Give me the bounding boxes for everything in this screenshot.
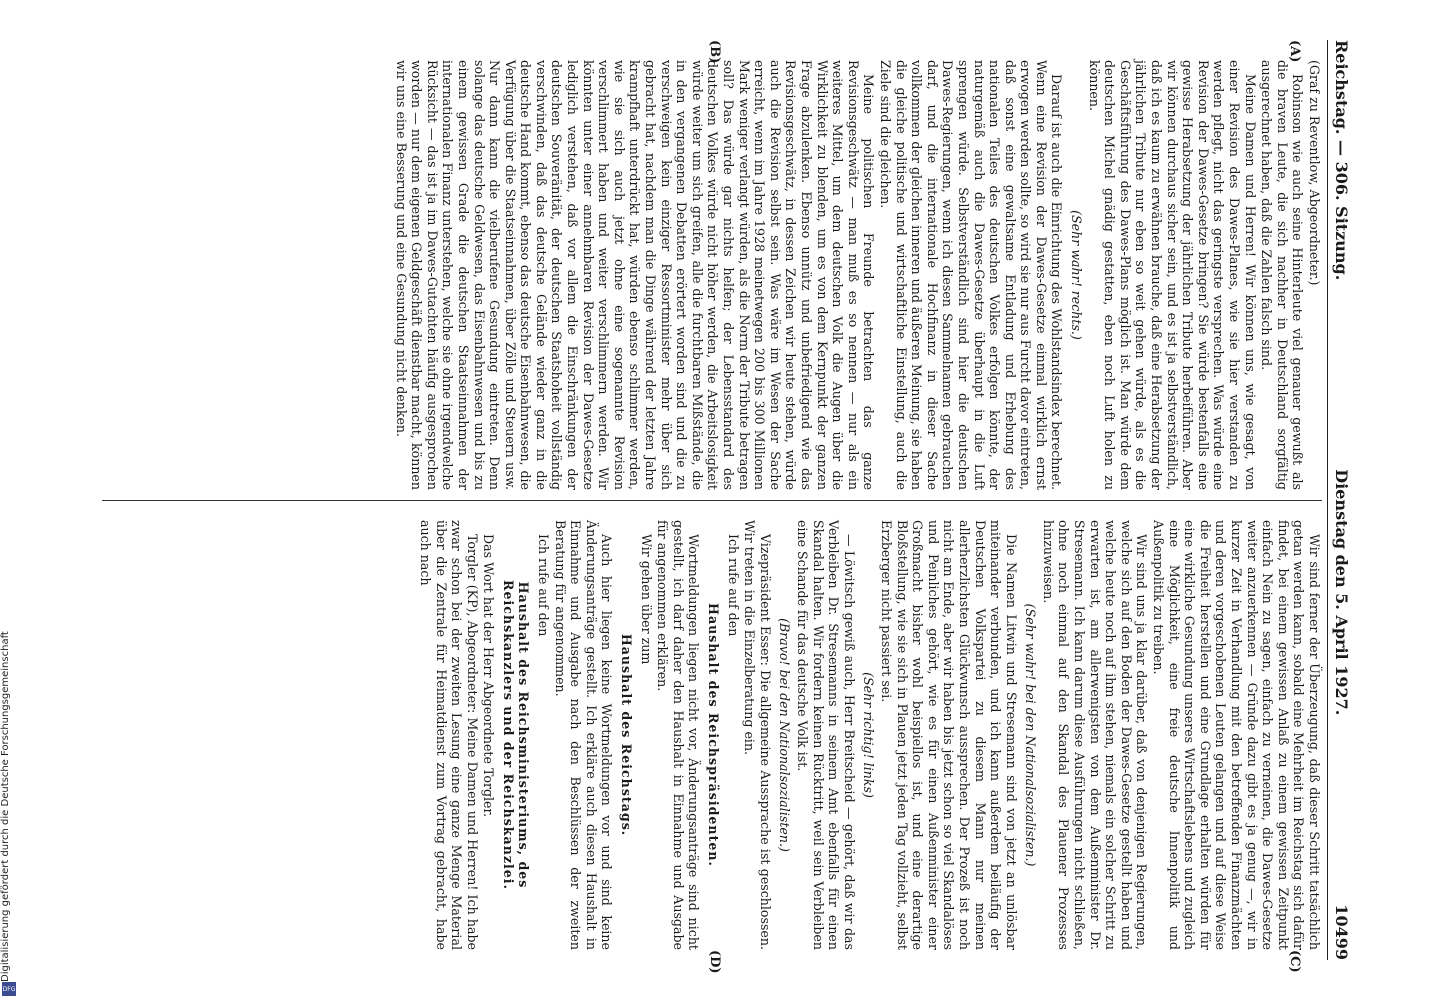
margin-marker-a: (A): [1287, 40, 1302, 63]
paragraph: Darauf ist auch die Einrichtung des Wohlstandsindex berechnet. Wenn eine Revision der Dawes-Gesetze einmal wirklich ernst erwogen werden sollte, so wird sie nur aus Furcht davor eintreten, daß sonst eine gewaltsame Entladung und Erhebung des nationalen Teiles des deutschen Volkes erfolgen könnte, der naturgemäß auch die Dawes-Gesetze überhaupt in die Luft sprengen würde. Selbstverständlich sind hier die deutschen Dawes-Regierungen, wenn ich diesen Sammelnamen gebrauchen darf, und die internationale Hochfinanz in dieser Sache vollkommen der gleichen inneren und äußeren Meinung, sie haben die gleiche politische und wirtschaftliche Einstellung, auch die Ziele sind die gleichen.: [877, 60, 1065, 490]
paragraph: Wir gehen über zum: [638, 534, 654, 665]
header-rule: [1327, 40, 1328, 960]
header-left: Reichstag. — 306. Sitzung.: [1332, 40, 1352, 281]
section-heading: Haushalt des Reichspräsidenten.: [706, 603, 722, 867]
paragraph: Meine Damen und Herren! Wir können uns, wie gesagt, von einer Revision des Dawes-Planes, wie sie hier verstanden zu werden pflegt, nicht das geringste versprechen. Was würde eine Revision der Dawes-Gesetze bringen? Sie würde bestenfalls eine gewisse Herabsetzung der jährlichen Tribute herbeiführen. Aber wir können durchaus sicher sein, und es ist ja selbstverständlich, daß ich es kaum zu erwähnen brauche, daß eine Herabsetzung der jährlichen Tribute nur eben so weit gehen würde, als es die Geschäftsführung des Dawes-Plans möglich ist. Man würde dem deutschen Michel gnädig gestatten, eben noch Luft holen zu können.: [1086, 60, 1258, 490]
margin-marker-d: (D): [707, 950, 722, 974]
paragraph: Meine politischen Freunde betrachten das ganze Revisionsgeschwätz — man muß es so nennen — nur als ein weiteres Mittel, um dem deutschen Volk die Augen über die Wirklichkeit zu blenden, um es von dem Kernpunkt der ganzen Frage abzulenken. Ebenso unnütz und unbefriedigend wie das Revisionsgeschwätz, in dessen Zeichen wir heute stehen, würde auch die Revision selbst sein. Was wäre im Wesen der Sache erreicht, wenn im Jahre 1928 meinetwegen 200 bis 300 Millionen Mark weniger verlangt würden, als die Norm der Tribute betragen soll? Das würde gar nichts helfen; der Lebensstandard des deutschen Volkes würde nicht höher werden, die Arbeitslosigkeit würde weiter um sich greifen, alle die furchtbaren Mißstände, die in den vergangenen Debatten erörtert worden sind und die zu verschweigen kein einziger Ressortminister mehr über sich gebracht hat, nachdem man die Dinge während der letzten Jahre krampfhaft unterdrückt hat, würden ebenso schlimmer werden, wie sie sich auch jetzt ohne eine sogenannte Revision verschlimmert haben und weiter verschlimmern werden. Wir könnten unter einer annehmbaren Revision der Dawes-Gesetze lediglich verstehen, daß vor allem die Einschränkungen der deutschen Souveränität, der deutschen Staatshoheit vollständig verschwinden, daß das deutsche Gelände wieder ganz in die deutsche Hand kommt, ebenso das deutsche Eisenbahnwesen, die Verfügung über die Staatseinnahmen, über Zölle und Steuern usw. Nur dann kann die vielberufene Gesundung eintreten. Denn solange das deutsche Geldwesen, das Eisenbahnwesen und bis zu einem gewissen Grade die deutschen Staatseinnahmen der internationalen Finanz unterstehen, welche sie ohne irgendwelche Rücksicht — das ist ja im Dawes-Gutachten häufig ausgesprochen worden — nur dem eigenen Geldgeschäft dienstbar macht, können wir uns eine Besserung und eine Gesundung nicht denken.: [393, 60, 877, 490]
paragraph: Wir sind uns ja klar darüber, daß von denjenigen Regierungen, welche sich auf den Boden der Dawes-Gesetze gestellt haben und welche heute noch auf ihm stehen, niemals ein solcher Schritt zu erwarten ist, am allerwenigsten von dem Außenminister Dr. Stresemann. Ich kann darum diese Ausführungen nicht schließen, ohne noch einmal auf den Skandal des Plauener Prozesses hinzuweisen.: [1040, 520, 1150, 950]
margin-marker-b: (B): [707, 40, 722, 64]
page-header: [1330, 40, 1354, 960]
left-column: [392, 60, 1322, 490]
paragraph: Ich rufe auf den: [725, 534, 741, 637]
rotated-document: [72, 0, 1362, 1000]
margin-marker-c: (C): [1287, 950, 1302, 973]
dfg-logo-icon: DFG: [2, 982, 16, 996]
section-heading: Haushalt des Reichstags.: [619, 633, 635, 837]
interjection: (Sehr wahr! bei den Nationalsozialisten.): [1023, 603, 1039, 867]
interjection: (Bravo! bei den Nationalsozialisten.): [777, 618, 793, 852]
paragraph: Torgler (KP), Abgeordneter: Meine Damen und Herren! Ich habe zwar schon bei der zweiten Lesung eine ganze Menge Material über die Zentrale für Heimatdienst zum Vortrag gebracht, habe auch nach: [417, 520, 480, 950]
paragraph: Auch hier liegen keine Wortmeldungen vor und sind keine Änderungsanträge gestellt. Ich erkläre auch diesen Haushalt in Einnahme und Ausgabe nach den Beschlüssen der zweiten Beratung für angenommen.: [552, 520, 615, 950]
paragraph: Das Wort hat der Herr Abgeordnete Torgler.: [481, 534, 497, 818]
paragraph: Ich rufe auf den: [536, 534, 552, 637]
page-number: 10499: [1332, 904, 1352, 960]
paragraph: — Löwitsch gewiß auch, Herr Breitscheid — gehört, daß wir das Verbleiben Dr. Stresemanns in seinem Amt ebenfalls für einen Skandal halten. Wir fordern keinen Rücktritt, weil sein Verbleiben eine Schande für das deutsche Volk ist.: [795, 520, 857, 950]
paragraph: Vizepräsident Esser: Die allgemeine Aussprache ist geschlossen. Wir treten in die Einzelberatung ein.: [742, 520, 773, 950]
paragraph: Wir sind ferner der Überzeugung, daß dieser Schritt tatsächlich getan werden kann, sobald eine Mehrheit im Reichstag sich dafür findet, bei einem gewissen Anlaß zu einem gewissen Zeitpunkt einfach Nein zu sagen, einfach zu verneinen, die Dawes-Gesetze weiter anzuerkennen — Gründe dazu gibt es ja genug —, wir in kurzer Zeit in Verhandlung mit den betreffenden Finanzmächten und deren vorgeschobenen Leuten gelangen und auf diese Weise die Freiheit herstellen und eine Grundlage erhalten würden für eine wirkliche Gesundung unseres Wirtschaftslebens und zugleich eine Möglichkeit, eine freie deutsche Innenpolitik und Außenpolitik zu treiben.: [1151, 520, 1322, 950]
column-rule: [102, 500, 1322, 501]
interjection: (Sehr richtig! links): [861, 672, 877, 798]
paragraph: Die Namen Litwin und Stresemann sind von jetzt an unlösbar miteinander verbunden, und ich kann außerdem beiläufig der Deutschen Volkspartei zu diesem Mann nur meinen allerherzlichsten Glückwunsch aussprechen. Der Prozeß ist noch nicht am Ende, aber wir haben bis jetzt schon so viel Skandalöses und Peinliches gehört, wie es für einen Außenminister einer Großmacht bisher wohl beispiellos ist, und eine derartige Bloßstellung, wie sie sich in Plauen jetzt jeden Tag vollzieht, selbst Erzberger nicht passiert sei.: [878, 520, 1019, 950]
digitization-note: [0, 562, 18, 982]
paragraph: Robinson wie auch seine Hinterleute viel genauer gewußt als die braven Leute, die sich nachher in Deutschland sorgfältig ausgerechnet haben, daß die Zahlen falsch sind.: [1259, 60, 1306, 490]
digitization-text: Digitalisierung gefördert durch die Deutsche Forschungsgemeinschaft: [0, 631, 11, 982]
section-heading: Haushalt des Reichsministeriums, des Reichskanzlers und der Reichskanzlei.: [500, 580, 532, 890]
right-column: [416, 520, 1322, 950]
header-date: Dienstag den 5. April 1927.: [1332, 469, 1352, 716]
interjection: (Sehr wahr! rechts.): [1069, 210, 1085, 340]
paragraph: Wortmeldungen liegen nicht vor, Änderungsanträge sind nicht gestellt, ich darf daher den Haushalt in Einnahme und Ausgabe für angenommen erklären.: [655, 520, 702, 950]
paragraph: (Graf zu Reventlow, Abgeordneter.): [1307, 60, 1322, 286]
